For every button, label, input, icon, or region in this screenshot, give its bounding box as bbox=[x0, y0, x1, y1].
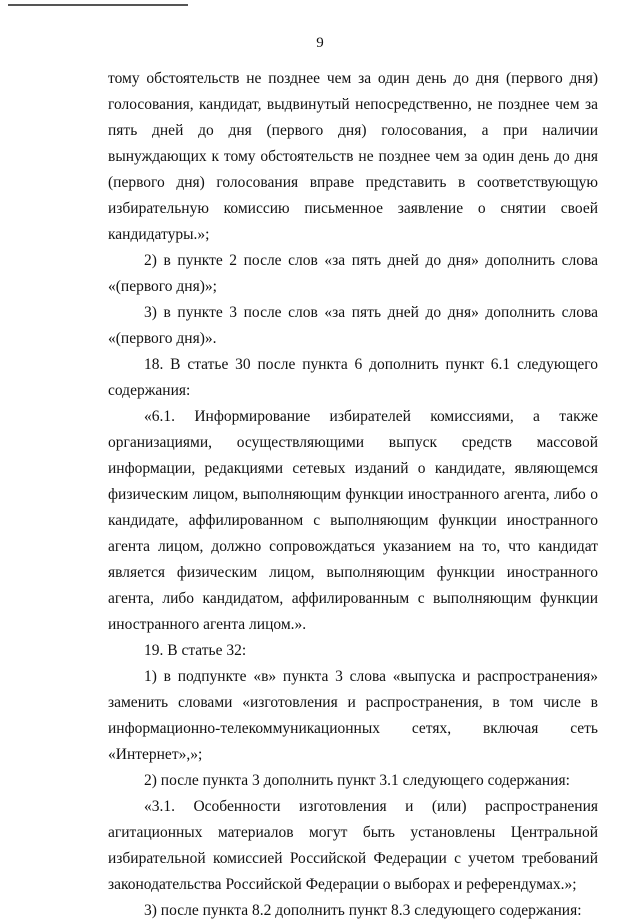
header-rule bbox=[8, 4, 188, 6]
paragraph-5: «6.1. Информирование избирателей комиссиями, а также организациями, осуществляющими выпуск средств массовой информации, редакциями сетевых изданий о кандидате, являющемся физическим лицом, выполняющим функции иностранного агента, либо о кандидате, аффилированном с выполняющим функции иностранного агента лицом, должно сопровождаться указанием на то, что кандидат является физическим лицом, выполняющим функции иностранного агента, либо кандидатом, аффилированным с выполняющим функции иностранного агента лицом.». bbox=[108, 408, 598, 633]
paragraph-2: 2) в пункте 2 после слов «за пять дней до дня» дополнить слова «(первого дня)»; bbox=[108, 252, 598, 295]
page-number: 9 bbox=[316, 35, 324, 51]
paragraph-9: «3.1. Особенности изготовления и (или) распространения агитационных материалов могут быть установлены Центральной избирательной комиссией Российской Федерации с учетом требований законодательства Российской Федерации о выборах и референдумах.»; bbox=[108, 798, 598, 893]
paragraph-1: тому обстоятельств не позднее чем за один день до дня (первого дня) голосования, кандидат, выдвинутый непосредственно, не позднее чем за пять дней до дня (первого дня) голосования, а при наличии вынуждающих к тому обстоятельств не позднее чем за один день до дня (первого дня) голосования вправе представить в соответствующую избирательную комиссию письменное заявление о снятии своей кандидатуры.»; bbox=[108, 70, 598, 243]
document-body bbox=[108, 66, 598, 924]
paragraph-6: 19. В статье 32: bbox=[144, 642, 247, 659]
paragraph-3: 3) в пункте 3 после слов «за пять дней до дня» дополнить слова «(первого дня)». bbox=[108, 304, 598, 347]
paragraph-4: 18. В статье 30 после пункта 6 дополнить пункт 6.1 следующего содержания: bbox=[108, 356, 598, 399]
paragraph-8: 2) после пункта 3 дополнить пункт 3.1 следующего содержания: bbox=[144, 772, 570, 789]
paragraph-7: 1) в подпункте «в» пункта 3 слова «выпуска и распространения» заменить словами «изготовления и распространения, в том числе в информационно-телекоммуникационных сетях, включая сеть «Интернет»,»; bbox=[108, 668, 598, 763]
paragraph-10: 3) после пункта 8.2 дополнить пункт 8.3 следующего содержания: bbox=[144, 902, 582, 919]
